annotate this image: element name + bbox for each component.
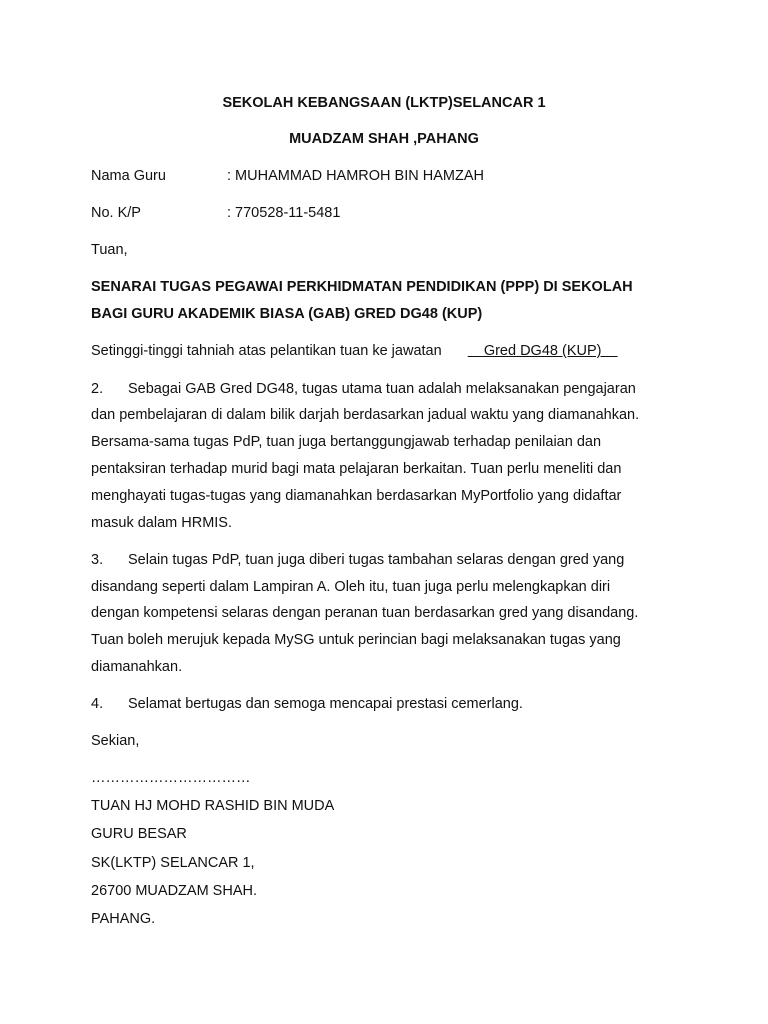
ic-value: : 770528-11-5481 [227,205,341,221]
position-value: Gred DG48 (KUP) [467,343,618,359]
ic-label: No. K/P [91,205,141,221]
teacher-name-value: : MUHAMMAD HAMROH BIN HAMZAH [227,168,484,184]
heading-line-2: BAGI GURU AKADEMIK BIASA (GAB) GRED DG48 (KUP) [91,306,483,322]
paragraph-3-number: 3. [91,552,104,568]
paragraph-2-line-4: pentaksiran terhadap murid bagi mata pelajaran berkaitan. Tuan perlu meneliti dan [91,461,622,477]
paragraph-3-line-2: disandang seperti dalam Lampiran A. Oleh itu, tuan juga perlu melengkapkan diri [91,579,611,595]
signature-line: …………………………… [91,770,251,786]
address-line-2: 26700 MUADZAM SHAH. [91,883,257,899]
closing: Sekian, [91,733,140,749]
address-line-3: PAHANG. [91,911,156,927]
paragraph-2-line-5: menghayati tugas-tugas yang diamanahkan berdasarkan MyPortfolio yang didaftar [91,488,622,504]
paragraph-3-line-1 [91,551,624,569]
paragraph-4-number: 4. [91,696,104,712]
paragraph-2-number: 2. [91,381,104,397]
address-line-1: SK(LKTP) SELANCAR 1, [91,855,255,871]
signer-name: TUAN HJ MOHD RASHID BIN MUDA [91,798,335,814]
salutation: Tuan, [91,242,128,258]
congratulation-line [91,342,618,360]
paragraph-4-line-1 [91,695,523,713]
paragraph-2-line-6: masuk dalam HRMIS. [91,515,233,531]
signer-title: GURU BESAR [91,826,187,842]
school-location: MUADZAM SHAH ,PAHANG [289,131,479,147]
paragraph-2-line-3: Bersama-sama tugas PdP, tuan juga bertanggungjawab terhadap penilaian dan [91,434,602,450]
paragraph-2-line-1 [91,380,636,398]
paragraph-3-text: Selain tugas PdP, tuan juga diberi tugas tambahan selaras dengan gred yang [128,552,625,568]
paragraph-4-text: Selamat bertugas dan semoga mencapai prestasi cemerlang. [128,696,523,712]
paragraph-2-line-2: dan pembelajaran di dalam bilik darjah berdasarkan jadual waktu yang diamanahkan. [91,407,640,423]
school-name: SEKOLAH KEBANGSAAN (LKTP)SELANCAR 1 [222,95,546,111]
paragraph-3-line-3: dengan kompetensi selaras dengan peranan tuan berdasarkan gred yang disandang. [91,605,639,621]
paragraph-2-text: Sebagai GAB Gred DG48, tugas utama tuan adalah melaksanakan pengajaran [128,381,636,397]
heading-line-1: SENARAI TUGAS PEGAWAI PERKHIDMATAN PENDIDIKAN (PPP) DI SEKOLAH [91,279,633,295]
congratulation-text: Setinggi-tinggi tahniah atas pelantikan tuan ke jawatan [91,343,442,359]
paragraph-3-line-4: Tuan boleh merujuk kepada MySG untuk perincian bagi melaksanakan tugas yang [91,632,621,648]
teacher-name-label: Nama Guru [91,168,166,184]
paragraph-3-line-5: diamanahkan. [91,659,183,675]
